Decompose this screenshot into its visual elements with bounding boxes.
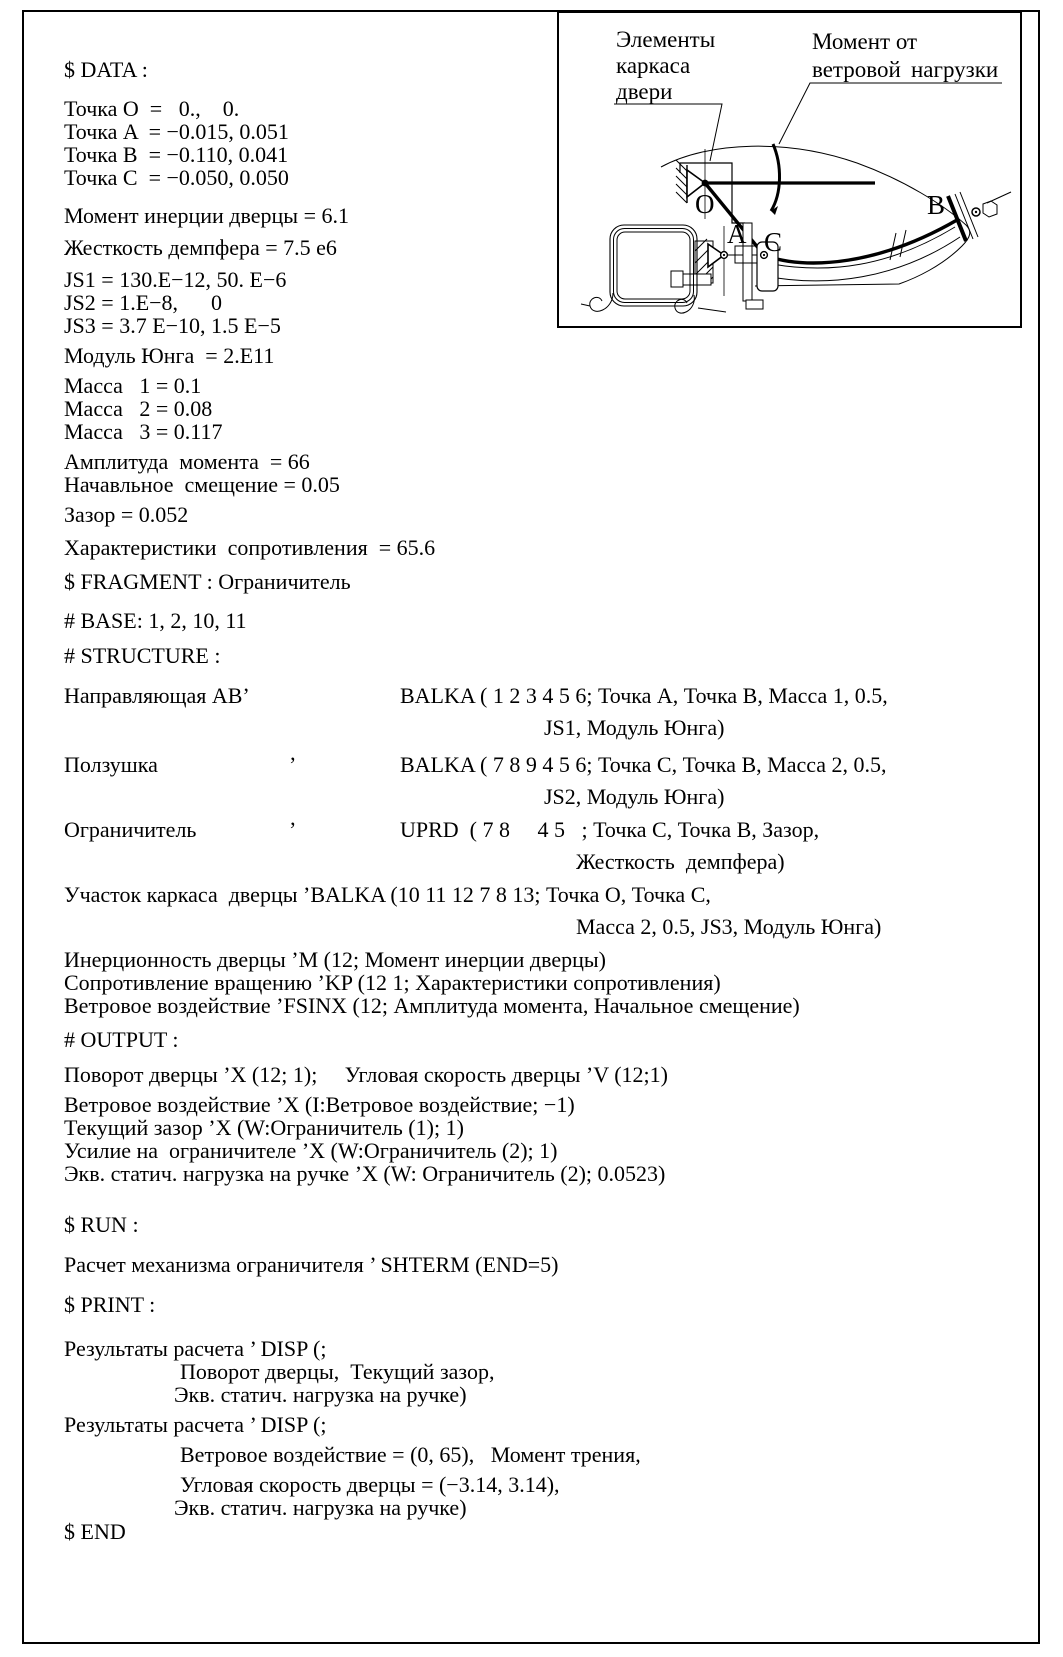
door-frame-label-line2: каркаса	[616, 53, 691, 78]
stop-tail-line	[987, 192, 1011, 203]
listing-line: Результаты расчета ’ DISP (;	[64, 1336, 327, 1361]
listing-line: Жесткость демпфера = 7.5 e6	[64, 235, 337, 260]
listing-line: Ветровое воздействие ’X (I:Ветровое воздействие; −1)	[64, 1092, 575, 1117]
listing-line: $ RUN :	[64, 1212, 139, 1237]
wind-moment-callout	[779, 29, 1002, 144]
listing-line: Момент инерции дверцы = 6.1	[64, 203, 349, 228]
listing-line: $ DATA :	[64, 57, 148, 82]
listing-line: Масса 3 = 0.117	[64, 419, 223, 444]
listing-line	[64, 753, 1020, 776]
listing-col: Ползушка	[64, 752, 158, 777]
listing-col: ’	[289, 817, 297, 842]
listing-line: Текущий зазор ’X (W:Ограничитель (1); 1)	[64, 1115, 464, 1140]
listing-line: JS2 = 1.E−8, 0	[64, 290, 223, 315]
listing-line: Масса 1 = 0.1	[64, 373, 202, 398]
listing-col: Направляющая AB’	[64, 683, 250, 708]
listing-line: Масса 2 = 0.08	[64, 396, 213, 421]
hinge-A	[671, 226, 727, 296]
door-frame-leader-line	[614, 104, 722, 161]
listing-col: Ограничитель	[64, 817, 197, 842]
listing-line: Угловая скорость дверцы = (−3.14, 3.14),	[180, 1472, 560, 1497]
listing-line: Точка A = −0.015, 0.051	[64, 119, 289, 144]
listing-line: Точка B = −0.110, 0.041	[64, 142, 289, 167]
stop-B	[948, 192, 1011, 241]
listing-line: Амплитуда момента = 66	[64, 449, 310, 474]
point-label-B: B	[927, 190, 946, 220]
listing-line: $ FRAGMENT : Ограничитель	[64, 569, 351, 594]
listing-line: Поворот дверцы, Текущий зазор,	[180, 1359, 495, 1384]
listing-line: Точка C = −0.050, 0.050	[64, 165, 289, 190]
listing-line: Модуль Юнга = 2.E11	[64, 343, 275, 368]
listing-line: Инерционность дверцы ’M (12; Момент инерции дверцы)	[64, 947, 606, 972]
listing-line	[64, 684, 1020, 707]
hinge-O-hatching	[676, 160, 687, 203]
hinge-A-pin-center	[723, 254, 725, 256]
point-label-A: A	[727, 219, 747, 249]
listing-line: Экв. статич. нагрузка на ручке ’X (W: Ограничитель (2); 0.0523)	[64, 1161, 666, 1186]
listing-col: BALKA ( 7 8 9 4 5 6; Точка C, Точка B, Масса 2, 0.5,	[400, 752, 887, 777]
listing-line: Поворот дверцы ’X (12; 1); Угловая скорость дверцы ’V (12;1)	[64, 1062, 668, 1087]
listing-line: Результаты расчета ’ DISP (;	[64, 1412, 327, 1437]
listing-line: Участок каркаса дверцы ’BALKA (10 11 12 7 8 13; Точка O, Точка C,	[64, 882, 711, 907]
listing-line: Жесткость демпфера)	[576, 849, 785, 874]
door-frame-label-line1: Элементы	[616, 27, 716, 52]
stop-nut	[983, 201, 997, 217]
door-frame-callout	[614, 27, 722, 161]
door-limiter-drawing	[559, 13, 1020, 326]
listing-line: Точка O = 0., 0.	[64, 96, 240, 121]
door-frame-label-line3: двери	[616, 79, 673, 104]
point-label-O: O	[695, 189, 715, 219]
listing-line: $ PRINT :	[64, 1292, 156, 1317]
seal-tails	[581, 304, 726, 312]
slider-foot	[746, 300, 763, 309]
listing-line: Усилие на ограничителе ’X (W:Ограничитель (2); 1)	[64, 1138, 558, 1163]
moment-arc	[771, 144, 780, 211]
listing-line: JS1, Модуль Юнга)	[544, 715, 725, 740]
wind-moment-leader-line	[779, 83, 1002, 144]
mechanism-diagram	[557, 11, 1022, 328]
listing-col: BALKA ( 1 2 3 4 5 6; Точка A, Точка B, Масса 1, 0.5,	[400, 683, 888, 708]
listing-line: Расчет механизма ограничителя ’ SHTERM (END=5)	[64, 1252, 559, 1277]
hinge-O-pin	[702, 180, 709, 187]
stop-plate	[948, 196, 966, 241]
listing-line: Характеристики сопротивления = 65.6	[64, 535, 436, 560]
bolt-head	[671, 271, 683, 287]
seal-mid	[614, 229, 694, 303]
listing-line: Экв. статич. нагрузка на ручке)	[174, 1495, 467, 1520]
wind-moment-label-line2a: ветровой	[812, 57, 901, 82]
wind-moment-label-line2b: нагрузки	[911, 57, 999, 82]
listing-line: Сопротивление вращению ’KP (12 1; Характеристики сопротивления)	[64, 970, 721, 995]
listing-line: JS2, Модуль Юнга)	[544, 784, 725, 809]
listing-line: Начавльное смещение = 0.05	[64, 472, 340, 497]
seal-curl-left	[590, 293, 613, 311]
listing-line: JS1 = 130.E−12, 50. E−6	[64, 267, 287, 292]
point-label-C: C	[764, 227, 783, 257]
listing-line: Зазор = 0.052	[64, 502, 189, 527]
listing-line: Экв. статич. нагрузка на ручке)	[174, 1382, 467, 1407]
listing-line: Ветровое воздействие = (0, 65), Момент трения,	[180, 1442, 641, 1467]
listing-line: Ветровое воздействие ’FSINX (12; Амплитуда момента, Начальное смещение)	[64, 993, 800, 1018]
seal-outer	[610, 225, 697, 306]
listing-line: Масса 2, 0.5, JS3, Модуль Юнга)	[576, 914, 882, 939]
listing-line: # OUTPUT :	[64, 1027, 179, 1052]
seal-inner	[617, 232, 690, 299]
listing-line: $ END	[64, 1519, 126, 1544]
joint-B-pin-center	[975, 211, 977, 213]
listing-line: JS3 = 3.7 E−10, 1.5 E−5	[64, 313, 281, 338]
listing-line: # STRUCTURE :	[64, 643, 221, 668]
listing-col: UPRD ( 7 8 4 5 ; Точка C, Точка B, Зазор,	[400, 817, 820, 842]
listing-line	[64, 818, 1020, 841]
wind-moment-label-line1: Момент от	[812, 29, 918, 54]
listing-col: ’	[289, 752, 297, 777]
listing-line: # BASE: 1, 2, 10, 11	[64, 608, 247, 633]
